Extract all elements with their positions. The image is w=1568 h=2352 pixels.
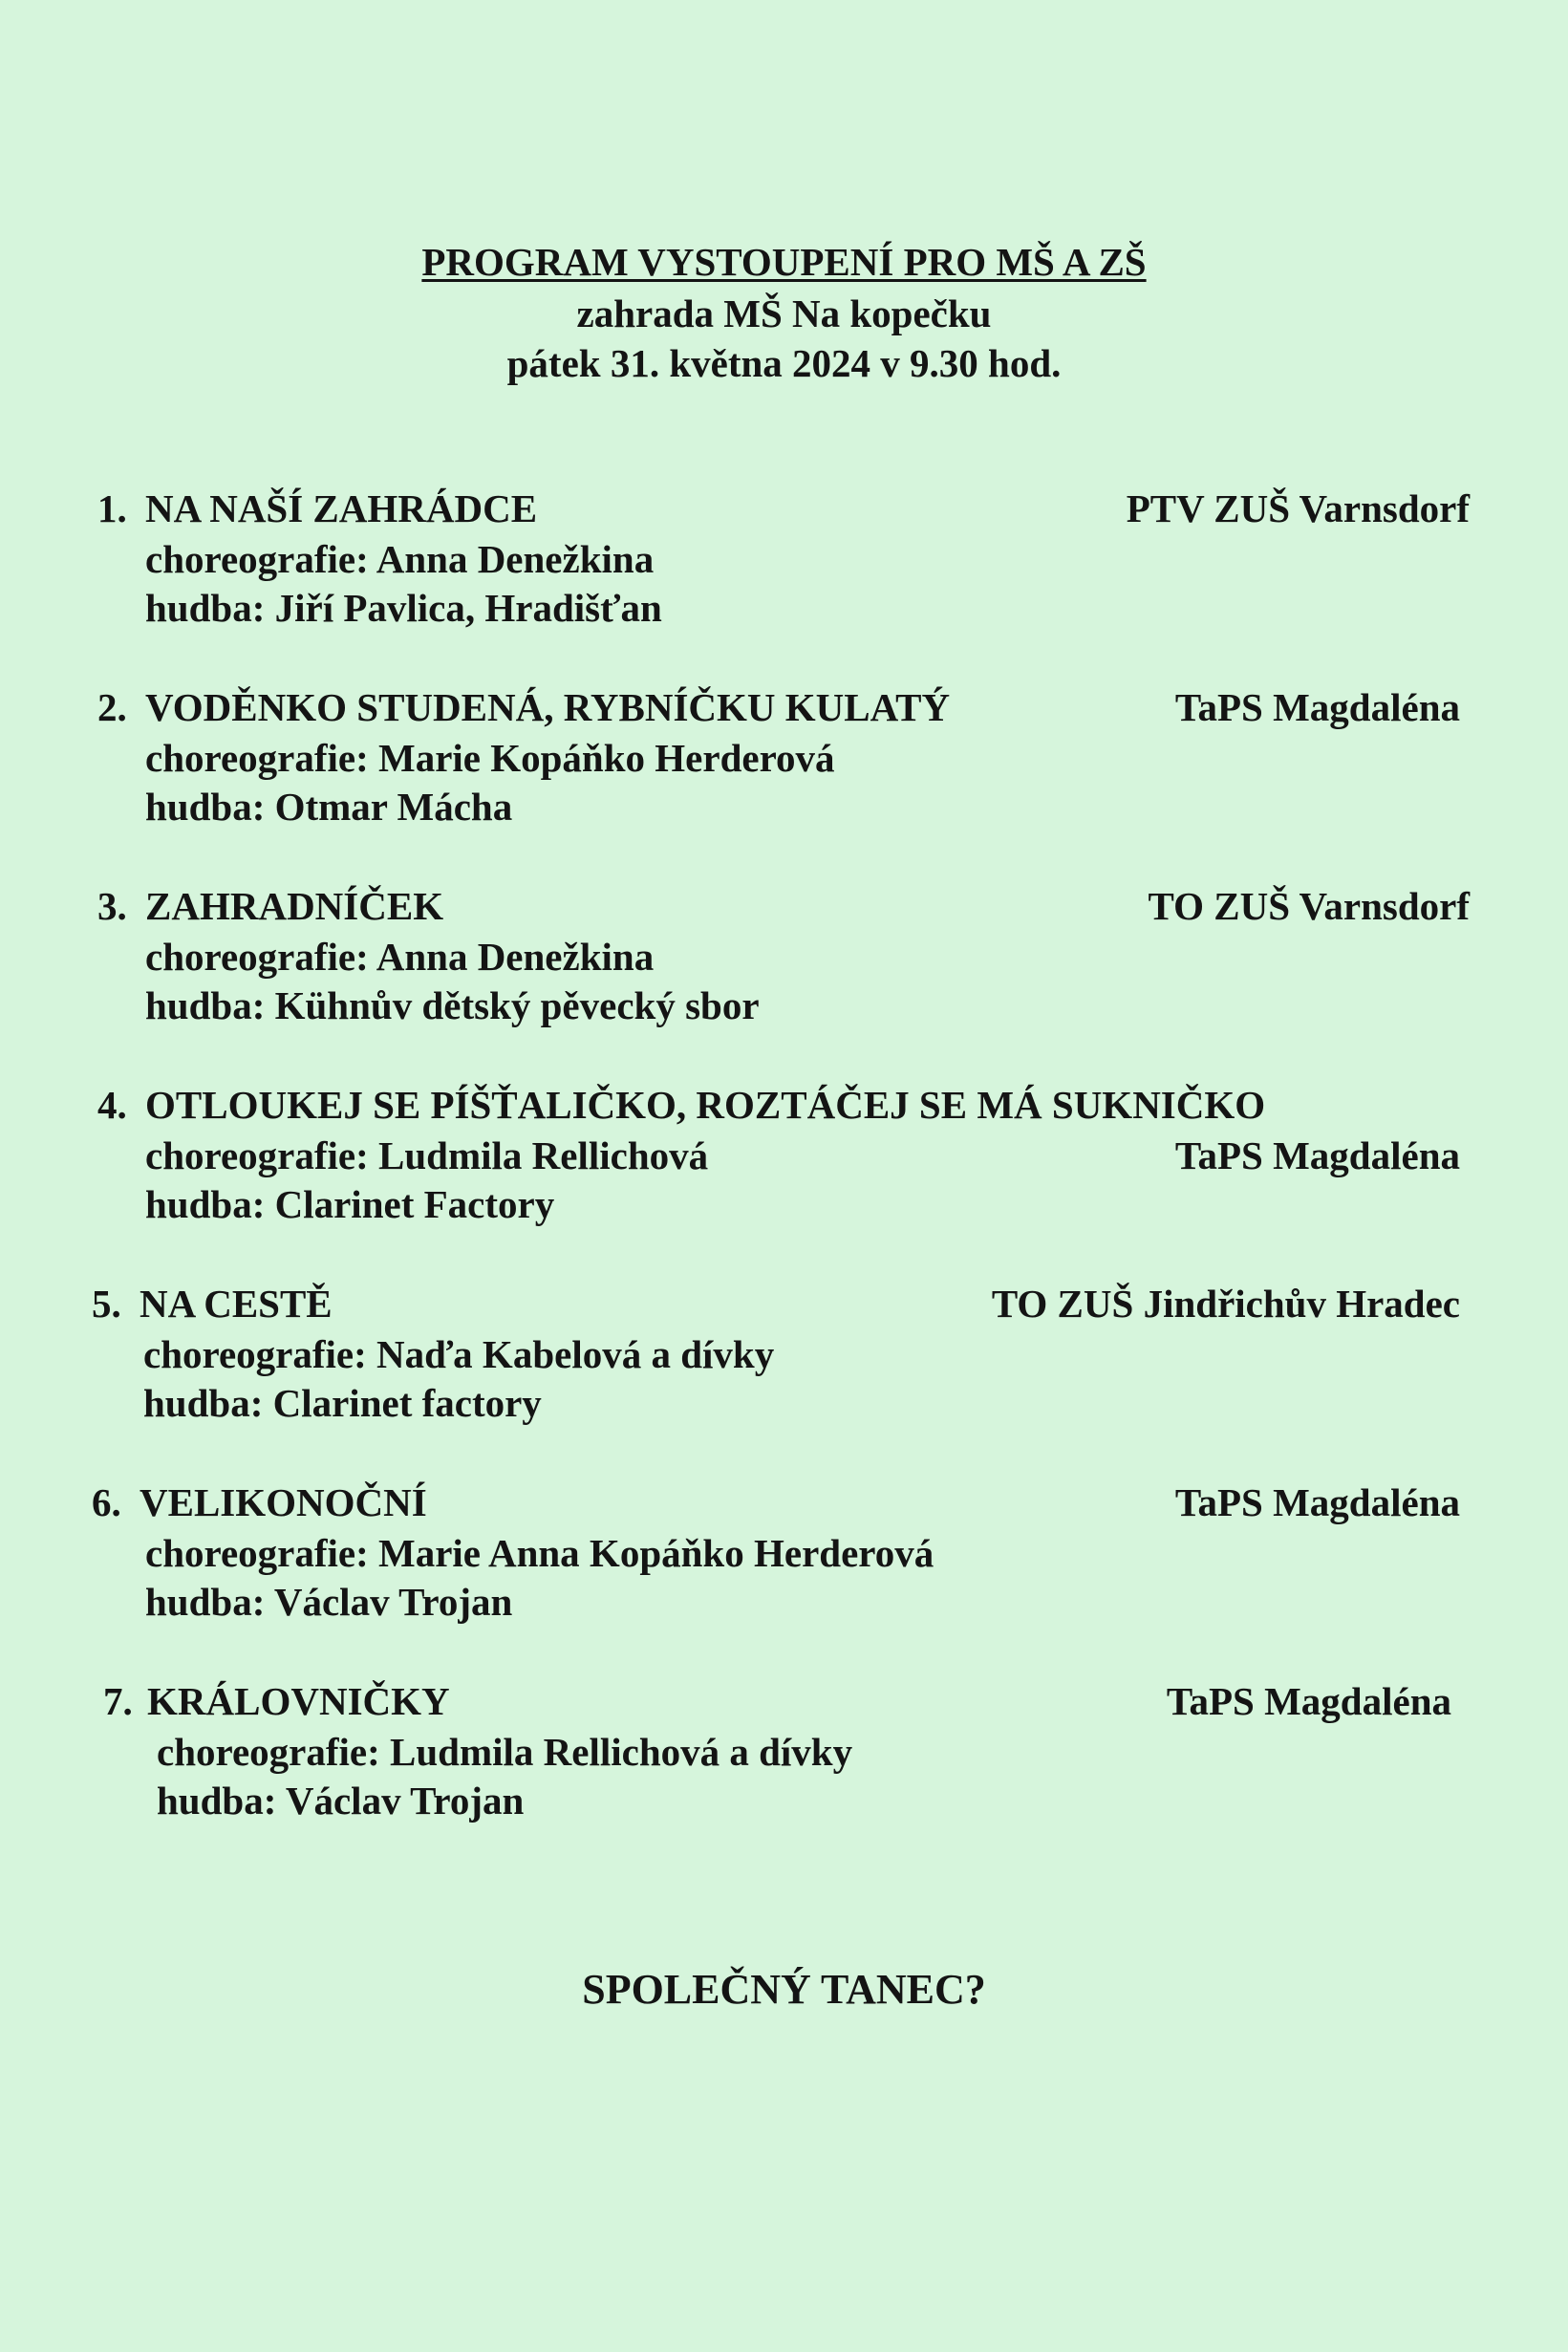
item-performer-7: TaPS Magdaléna [1166, 1679, 1451, 1723]
program-date: pátek 31. května 2024 v 9.30 hod. [506, 341, 1062, 385]
item-choreography: choreografie: Ludmila Rellichová [145, 1133, 709, 1177]
item-choreography: choreografie: Marie Kopáňko Herderová [145, 736, 835, 780]
item-performer-1: PTV ZUŠ Varnsdorf [1126, 486, 1470, 530]
item-number: 2. [97, 685, 127, 729]
item-number: 1. [97, 486, 127, 530]
item-number: 6. [92, 1480, 121, 1524]
item-music: hudba: Václav Trojan [157, 1779, 525, 1823]
item-performer-5: TO ZUŠ Jindřichův Hradec [991, 1282, 1460, 1326]
item-title: KRÁLOVNIČKY [147, 1679, 450, 1723]
item-performer-4: TaPS Magdaléna [1174, 1133, 1460, 1177]
program-title: PROGRAM VYSTOUPENÍ PRO MŠ A ZŠ [421, 240, 1147, 284]
item-title: NA CESTĚ [140, 1282, 333, 1326]
item-number: 3. [97, 884, 127, 928]
item-number: 7. [103, 1679, 133, 1723]
item-music: hudba: Kühnův dětský pěvecký sbor [145, 983, 760, 1027]
closing-dance: SPOLEČNÝ TANEC? [582, 1966, 986, 2013]
item-number: 4. [97, 1083, 127, 1127]
item-music: hudba: Václav Trojan [145, 1580, 513, 1624]
item-performer-2: TaPS Magdaléna [1174, 685, 1460, 729]
item-choreography: choreografie: Naďa Kabelová a dívky [143, 1332, 775, 1376]
item-title: ZAHRADNÍČEK [145, 884, 444, 928]
item-title: OTLOUKEJ SE PÍŠŤALIČKO, ROZTÁČEJ SE MÁ SUKNIČKO [145, 1083, 1266, 1127]
item-music: hudba: Otmar Mácha [145, 785, 513, 829]
program-venue: zahrada MŠ Na kopečku [576, 291, 992, 335]
item-music: hudba: Clarinet Factory [145, 1182, 555, 1226]
item-performer-3: TO ZUŠ Varnsdorf [1148, 884, 1470, 928]
item-performer-6: TaPS Magdaléna [1174, 1480, 1460, 1524]
item-music: hudba: Clarinet factory [143, 1381, 542, 1425]
item-choreography: choreografie: Anna Denežkina [145, 537, 655, 581]
item-title: VELIKONOČNÍ [140, 1480, 427, 1524]
item-number: 5. [92, 1282, 121, 1326]
item-music: hudba: Jiří Pavlica, Hradišťan [145, 586, 662, 630]
item-title: VODĚNKO STUDENÁ, RYBNÍČKU KULATÝ [145, 685, 951, 729]
item-choreography: choreografie: Marie Anna Kopáňko Herderová [145, 1531, 934, 1575]
item-title: NA NAŠÍ ZAHRÁDCE [145, 486, 538, 530]
item-choreography: choreografie: Ludmila Rellichová a dívky [157, 1730, 853, 1774]
item-choreography: choreografie: Anna Denežkina [145, 935, 655, 979]
